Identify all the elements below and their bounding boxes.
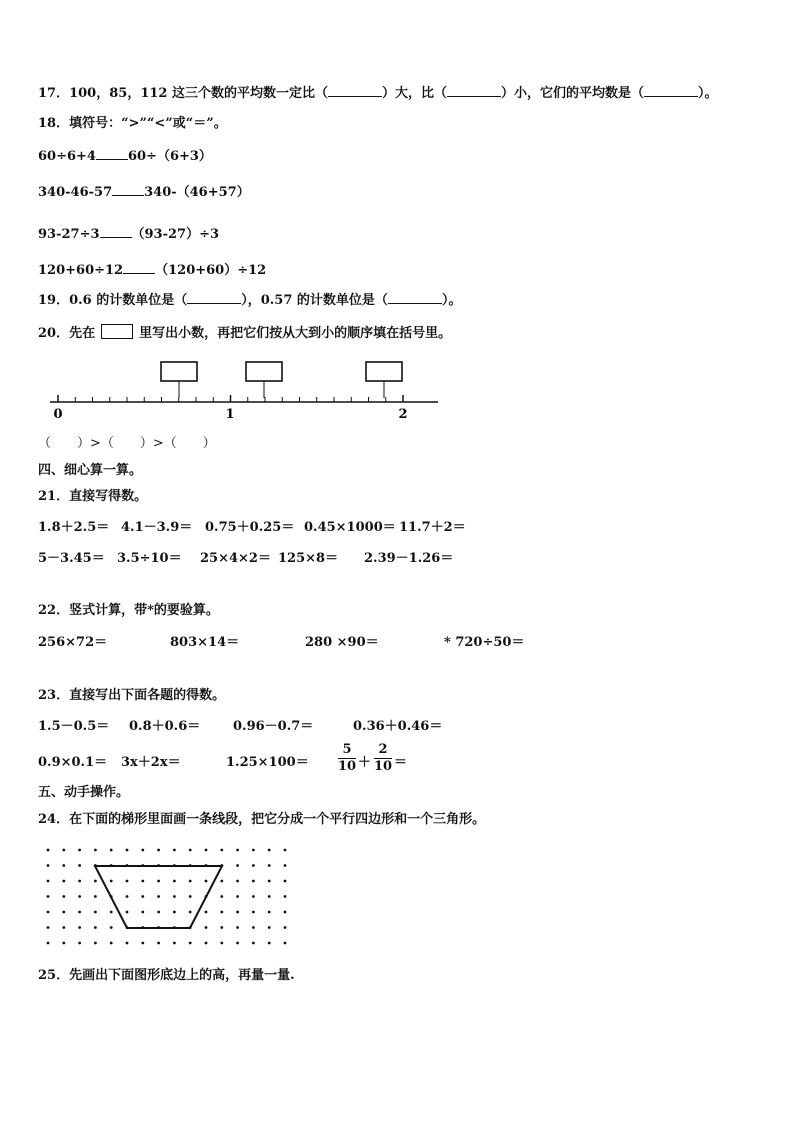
grid-dot: [141, 895, 144, 898]
grid-dot: [126, 895, 129, 898]
q17-text-1: 17．100，85，112 这三个数的平均数一定比（: [38, 86, 328, 101]
q22-expr: * 720÷50＝: [444, 635, 525, 650]
q21-expr: 25×4×2＝: [200, 551, 271, 566]
grid-dot: [268, 849, 271, 852]
grid-dot: [236, 849, 239, 852]
grid-dot: [110, 942, 113, 945]
axis-label-0: 0: [53, 407, 63, 422]
grid-dot: [62, 942, 65, 945]
grid-dot: [220, 895, 223, 898]
grid-dot: [47, 864, 50, 867]
equals-sign: ＝: [394, 755, 408, 770]
grid-dot: [189, 849, 192, 852]
question-17: [38, 84, 718, 102]
grid-dot: [284, 926, 287, 929]
grid-dot: [220, 942, 223, 945]
compare-right: 340-（46+57）: [144, 185, 250, 200]
grid-dot: [110, 849, 113, 852]
grid-dot: [284, 911, 287, 914]
order-line: （ ）>（ ）>（ ）: [38, 436, 216, 451]
grid-dot: [205, 911, 208, 914]
grid-dot: [157, 942, 160, 945]
q23-expr: 3x＋2x＝: [121, 755, 181, 770]
grid-dot: [141, 911, 144, 914]
question-23-title: 23．直接写出下面各题的得数。: [38, 688, 226, 703]
grid-dot: [220, 849, 223, 852]
q22-expr: 256×72＝: [38, 635, 108, 650]
grid-dot: [268, 864, 271, 867]
plus-sign: ＋: [358, 755, 372, 770]
grid-dot: [284, 942, 287, 945]
grid-dot: [189, 895, 192, 898]
grid-dot: [94, 942, 97, 945]
grid-dot: [94, 849, 97, 852]
grid-dot: [268, 895, 271, 898]
dot-grid[interactable]: [40, 842, 300, 954]
grid-dot: [220, 926, 223, 929]
answer-box[interactable]: [366, 362, 402, 381]
number-line: [40, 355, 450, 427]
section-4-heading: 四、细心算一算。: [38, 463, 143, 478]
grid-dot: [78, 911, 81, 914]
question-20: [38, 324, 451, 342]
grid-dot: [205, 942, 208, 945]
question-22-title: 22．竖式计算，带*的要验算。: [38, 603, 219, 618]
grid-dot: [47, 942, 50, 945]
q17-text-2: ）大，比（: [381, 86, 447, 101]
grid-dot: [126, 880, 129, 883]
grid-dot: [268, 911, 271, 914]
q22-expr: 803×14＝: [170, 635, 240, 650]
grid-dot: [126, 942, 129, 945]
answer-blank[interactable]: [112, 183, 144, 196]
grid-dot: [205, 849, 208, 852]
compare-line: [38, 147, 212, 165]
grid-dot: [252, 926, 255, 929]
q20-text-1: 20．先在: [38, 326, 96, 341]
q21-expr: 11.7＋2＝: [399, 520, 466, 535]
q21-expr: 125×8＝: [278, 551, 339, 566]
grid-dot: [78, 849, 81, 852]
question-25-title: 25．先画出下面图形底边上的高，再量一量.: [38, 968, 295, 983]
grid-dot: [252, 880, 255, 883]
answer-blank[interactable]: [100, 225, 132, 238]
grid-dot: [252, 942, 255, 945]
fraction: [338, 743, 356, 774]
grid-dot: [284, 849, 287, 852]
answer-box[interactable]: [161, 362, 197, 381]
grid-dot: [252, 849, 255, 852]
grid-dot: [157, 880, 160, 883]
fraction: [374, 743, 392, 774]
grid-dot: [47, 926, 50, 929]
grid-dot: [78, 926, 81, 929]
grid-dot: [236, 911, 239, 914]
grid-dot: [47, 895, 50, 898]
compare-right: （93-27）÷3: [131, 227, 220, 242]
grid-dot: [94, 911, 97, 914]
grid-dot: [62, 926, 65, 929]
grid-dot: [236, 864, 239, 867]
grid-dot: [173, 849, 176, 852]
grid-dot: [189, 911, 192, 914]
q23-expr: 0.9×0.1＝: [38, 755, 108, 770]
grid-dot: [110, 926, 113, 929]
compare-left: 93-27÷3: [38, 227, 100, 242]
grid-dot: [110, 880, 113, 883]
grid-dot: [205, 926, 208, 929]
grid-dot: [126, 911, 129, 914]
q21-expr: 0.45×1000＝: [304, 520, 396, 535]
denominator: 10: [338, 759, 357, 774]
q23-expr: 0.8＋0.6＝: [129, 719, 201, 734]
compare-right: 60÷（6+3）: [127, 149, 212, 164]
grid-dot: [173, 880, 176, 883]
compare-left: 340-46-57: [38, 185, 113, 200]
grid-dot: [284, 895, 287, 898]
grid-dot: [268, 880, 271, 883]
q21-expr: 4.1－3.9＝: [121, 520, 193, 535]
axis-label-2: 2: [398, 407, 408, 422]
grid-dot: [62, 864, 65, 867]
grid-dot: [173, 895, 176, 898]
denominator: 10: [374, 759, 393, 774]
tick-marks: [58, 395, 403, 402]
q20-text-2: 里写出小数，再把它们按从大到小的顺序填在括号里。: [139, 326, 452, 341]
grid-dot: [94, 926, 97, 929]
q17-text-3: ）小，它们的平均数是（: [501, 86, 645, 101]
axis-label-1: 1: [225, 407, 235, 422]
grid-dot: [268, 926, 271, 929]
grid-dot: [94, 895, 97, 898]
grid-dot: [236, 926, 239, 929]
compare-line: [38, 261, 266, 279]
grid-dot: [126, 849, 129, 852]
q23-expr: 1.5－0.5＝: [38, 719, 110, 734]
answer-blank[interactable]: [388, 291, 442, 304]
grid-dot: [47, 849, 50, 852]
answer-blank[interactable]: [644, 84, 698, 97]
compare-line: [38, 225, 219, 243]
numerator: 5: [342, 742, 352, 757]
question-24-title: 24．在下面的梯形里面画一条线段，把它分成一个平行四边形和一个三角形。: [38, 812, 486, 827]
grid-dot: [47, 911, 50, 914]
q21-expr: 1.8＋2.5＝: [38, 520, 110, 535]
grid-dot: [236, 942, 239, 945]
grid-dot: [205, 880, 208, 883]
grid-dots: [47, 849, 287, 945]
q17-text-4: ）。: [698, 86, 718, 101]
q21-expr: 0.75＋0.25＝: [205, 520, 295, 535]
compare-right: （120+60）÷12: [155, 263, 267, 278]
grid-dot: [268, 942, 271, 945]
grid-dot: [62, 849, 65, 852]
grid-dot: [94, 880, 97, 883]
section-5-heading: 五、动手操作。: [38, 785, 130, 800]
grid-dot: [62, 911, 65, 914]
grid-dot: [141, 880, 144, 883]
grid-dot: [220, 911, 223, 914]
grid-dot: [78, 880, 81, 883]
q23-expr: 0.36＋0.46＝: [353, 719, 443, 734]
grid-dot: [157, 849, 160, 852]
q21-expr: 5－3.45＝: [38, 551, 105, 566]
grid-dot: [252, 911, 255, 914]
question-21-title: 21．直接写得数。: [38, 489, 148, 504]
q21-expr: 2.39－1.26＝: [364, 551, 454, 566]
numerator: 2: [378, 742, 388, 757]
grid-dot: [78, 864, 81, 867]
grid-dot: [62, 880, 65, 883]
grid-dot: [284, 880, 287, 883]
grid-dot: [157, 911, 160, 914]
q21-expr: 3.5÷10＝: [117, 551, 182, 566]
answer-box[interactable]: [246, 362, 282, 381]
q22-expr: 280 ×90＝: [305, 635, 379, 650]
compare-line: [38, 183, 250, 201]
q19-text-3: ）。: [441, 293, 462, 308]
grid-dot: [173, 942, 176, 945]
question-19: [38, 291, 461, 309]
compare-left: 60÷6+4: [38, 149, 96, 164]
sample-box: [101, 324, 133, 339]
grid-dot: [220, 880, 223, 883]
grid-dot: [252, 895, 255, 898]
answer-blank[interactable]: [328, 84, 382, 97]
grid-dot: [141, 942, 144, 945]
q23-expr: 0.96－0.7＝: [233, 719, 314, 734]
compare-left: 120+60÷12: [38, 263, 124, 278]
grid-dot: [189, 880, 192, 883]
grid-dot: [47, 880, 50, 883]
grid-dot: [236, 895, 239, 898]
q19-text-2: ），0.57 的计数单位是（: [241, 293, 388, 308]
grid-dot: [157, 895, 160, 898]
question-18-title: 18．填符号：“>”“<”或“＝”。: [38, 116, 227, 131]
grid-dot: [62, 895, 65, 898]
q23-expr: 1.25×100＝: [226, 755, 309, 770]
grid-dot: [141, 849, 144, 852]
answer-blank[interactable]: [123, 261, 155, 274]
grid-dot: [110, 911, 113, 914]
answer-blank[interactable]: [96, 147, 128, 160]
q19-text-1: 19．0.6 的计数单位是（: [38, 293, 188, 308]
grid-dot: [78, 895, 81, 898]
answer-blank[interactable]: [447, 84, 501, 97]
grid-dot: [78, 942, 81, 945]
grid-dot: [236, 880, 239, 883]
grid-dot: [252, 864, 255, 867]
answer-blank[interactable]: [187, 291, 241, 304]
grid-dot: [284, 864, 287, 867]
grid-dot: [189, 942, 192, 945]
grid-dot: [173, 911, 176, 914]
